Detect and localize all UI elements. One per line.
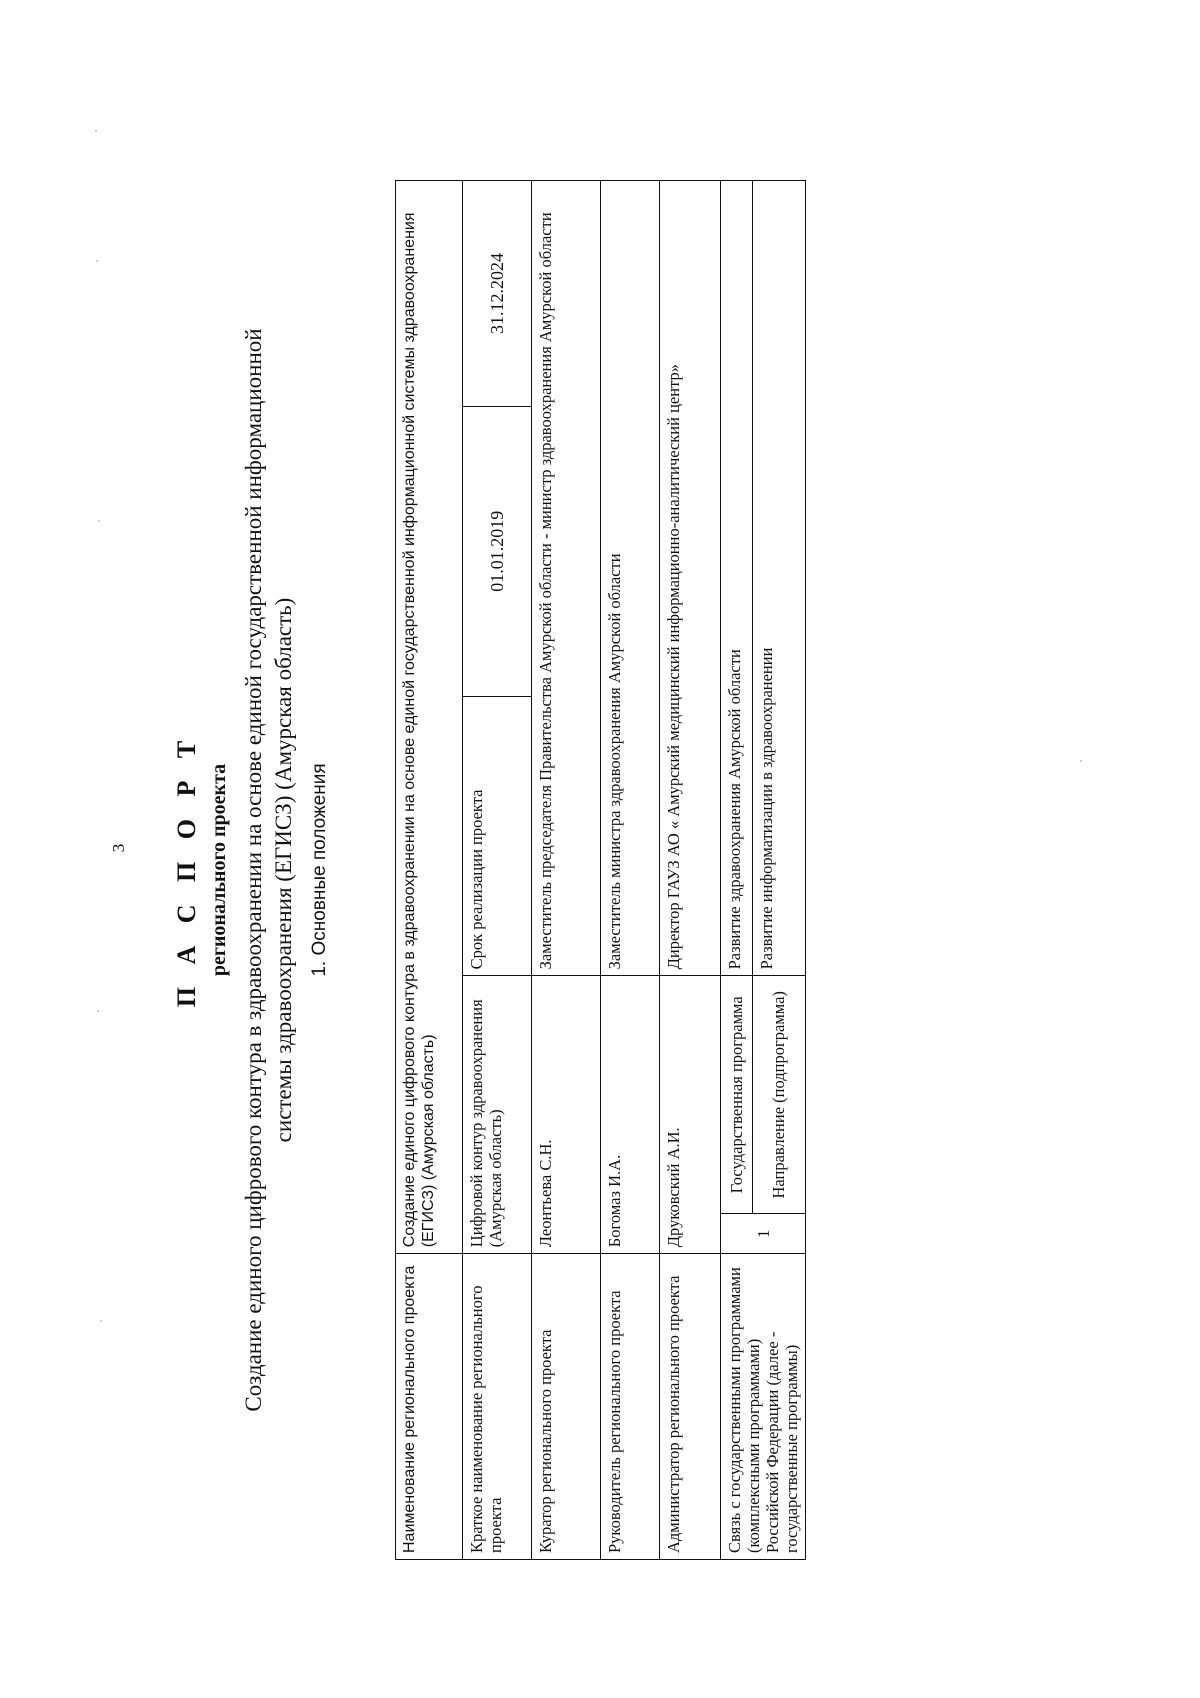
table-row (396, 181, 463, 1560)
row-label: Наименование регионального проекта (396, 1254, 463, 1560)
document-subtitle: регионального проекта (208, 763, 230, 977)
row-label: Руководитель регионального проекта (601, 1254, 660, 1560)
scan-speck (100, 1320, 102, 1322)
project-full-name: Создание единого цифрового контура в здравоохранении на основе единой государственной информационной системы здравоохранения (ЕГИСЗ) (Амурская область) (396, 181, 463, 1254)
row-label: Связь с государственными программами (комплексными программами) Российской Федерации (далее - государственные программы) (721, 1254, 806, 1560)
start-date: 01.01.2019 (463, 406, 532, 696)
administrator-position: Директор ГАУЗ АО « Амурский медицинский информационно-аналитический центр» (660, 181, 721, 976)
row-label: Краткое наименование регионального проекта (463, 1254, 532, 1560)
document-title: П А С П О Р Т (172, 732, 201, 1008)
end-date: 31.12.2024 (463, 181, 532, 407)
curator-name: Леонтьева С.Н. (532, 976, 601, 1254)
administrator-name: Друковский А.И. (660, 976, 721, 1254)
program-number: 1 (721, 1214, 806, 1254)
manager-name: Богомаз И.А. (601, 976, 660, 1254)
section-title: 1. Основные положения (309, 763, 330, 977)
rotated-content (150, 160, 850, 1580)
passport-table (395, 180, 806, 1560)
table-row (721, 181, 753, 1560)
project-name-heading: Создание единого цифрового контура в здравоохранении на основе единой государственной информационной системы здравоохранения (ЕГИСЗ) (Амурская область) (241, 328, 296, 1412)
table-row (660, 181, 721, 1560)
direction-label: Направление (подпрограмма) (752, 976, 805, 1214)
document-header (172, 160, 331, 1580)
scan-speck (97, 1010, 99, 1012)
scan-speck (96, 260, 98, 262)
table-row (463, 181, 532, 1560)
direction-value: Развитие информатизации в здравоохранении (752, 181, 805, 976)
term-label: Срок реализации проекта (463, 696, 532, 976)
program-label: Государственная программа (721, 976, 753, 1214)
scan-speck (95, 130, 97, 132)
row-label: Администратор регионального проекта (660, 1254, 721, 1560)
curator-position: Заместитель председателя Правительства Амурской области - министр здравоохранения Амурской области (532, 181, 601, 976)
scan-speck (1080, 760, 1082, 762)
program-value: Развитие здравоохранения Амурской области (721, 181, 753, 976)
page-number: 3 (109, 843, 128, 853)
table-row (601, 181, 660, 1560)
project-short-name: Цифровой контур здравоохранения (Амурская область) (463, 976, 532, 1254)
scan-speck (98, 520, 100, 522)
row-label: Куратор регионального проекта (532, 1254, 601, 1560)
table-row (532, 181, 601, 1560)
manager-position: Заместитель министра здравоохранения Амурской области (601, 181, 660, 976)
